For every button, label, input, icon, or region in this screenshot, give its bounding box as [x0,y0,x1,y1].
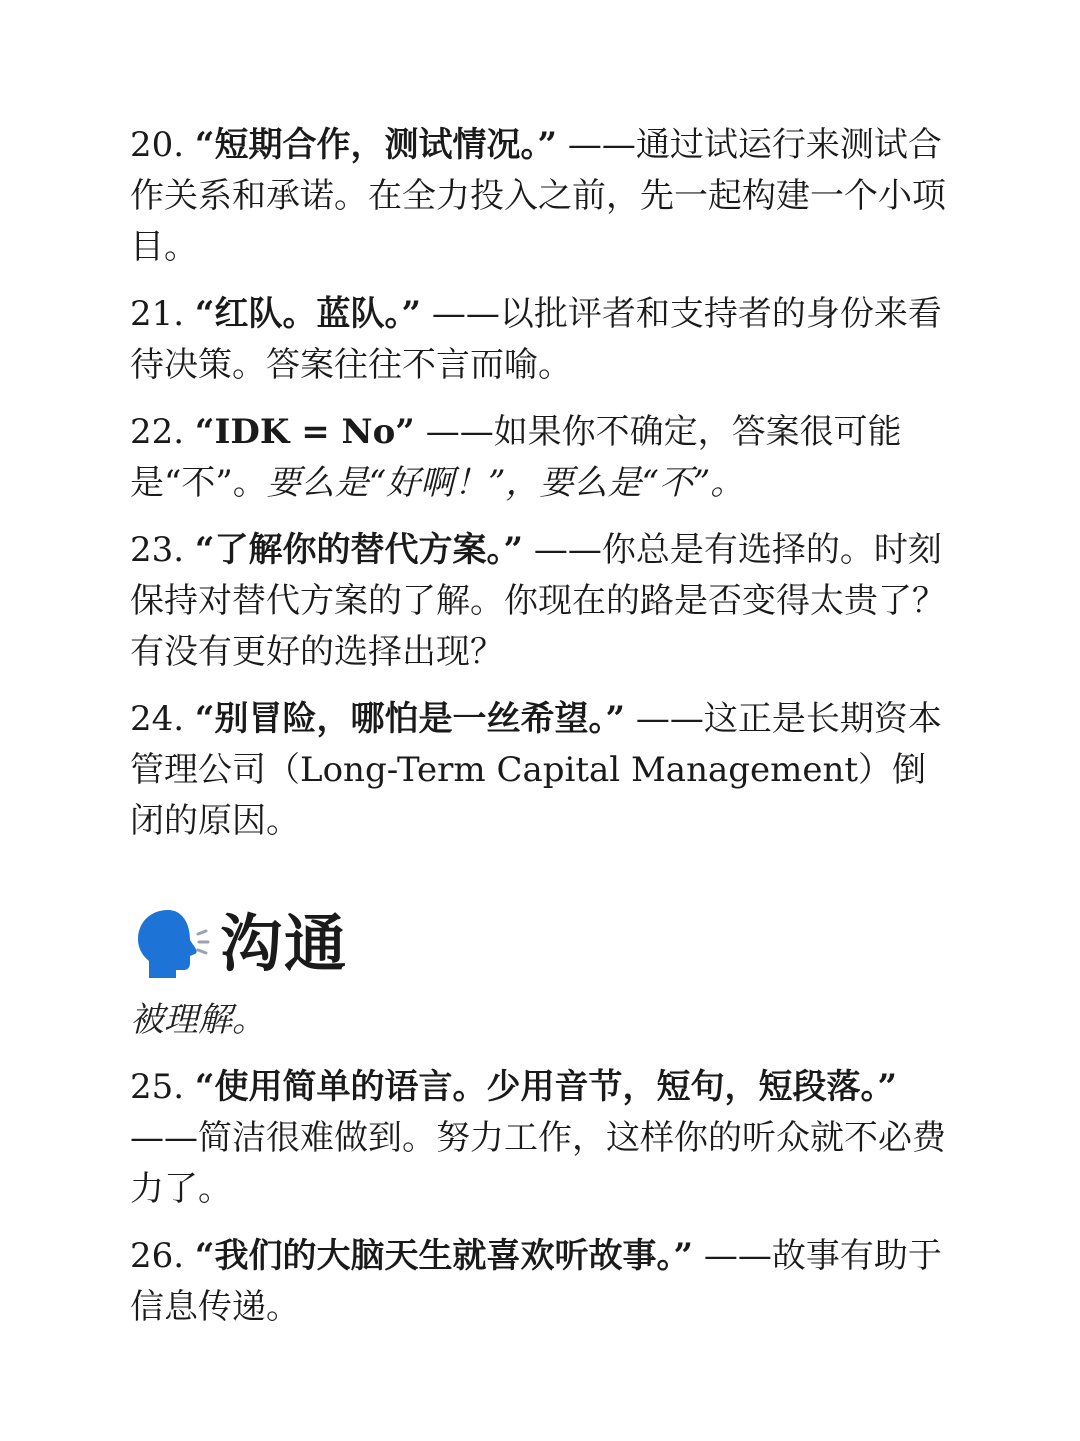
list-item [130,525,950,678]
item-body: ——通过试运行来测试合作关系和承诺。在全力投入之前，先一起构建一个小项目。 [130,125,946,267]
item-quote: “了解你的替代方案。” [194,530,524,570]
speaking-head-icon [130,904,210,984]
list-item [130,1062,950,1215]
item-quote: “红队。蓝队。” [194,294,422,334]
list-item [130,1231,950,1333]
list-item [130,694,950,847]
list-item [130,120,950,273]
item-italic-note: 要么是“好啊！”，要么是“不”。 [266,463,745,503]
item-body: ——如果你不确定，答案很可能是“不”。 [130,412,902,503]
item-quote: “IDK = No” [194,412,415,452]
item-number: 24. [130,699,185,739]
item-number: 21. [130,294,185,334]
section-title: 沟通 [220,907,349,980]
item-body: ——你总是有选择的。时刻保持对替代方案的了解。你现在的路是否变得太贵了？有没有更好的选择出现？ [130,530,946,672]
article-page [130,120,950,1349]
list-item [130,407,950,509]
item-number: 23. [130,530,185,570]
section-heading [130,899,950,989]
item-body: ——故事有助于信息传递。 [130,1236,942,1327]
list-item [130,289,950,391]
item-number: 22. [130,412,185,452]
item-number: 26. [130,1236,185,1276]
item-quote: “使用简单的语言。少用音节，短句，短段落。” [194,1067,898,1107]
item-body: ——简洁很难做到。努力工作，这样你的听众就不必费力了。 [130,1118,946,1209]
item-number: 25. [130,1067,185,1107]
item-number: 20. [130,125,185,165]
item-quote: “别冒险，哪怕是一丝希望。” [194,699,626,739]
item-body: ——以批评者和支持者的身份来看待决策。答案往往不言而喻。 [130,294,942,385]
item-quote: “短期合作，测试情况。” [194,125,558,165]
item-body: ——这正是长期资本管理公司（Long-Term Capital Management）倒闭的原因。 [130,699,942,841]
item-quote: “我们的大脑天生就喜欢听故事。” [194,1236,694,1276]
section-subtitle: 被理解。 [130,1000,266,1040]
